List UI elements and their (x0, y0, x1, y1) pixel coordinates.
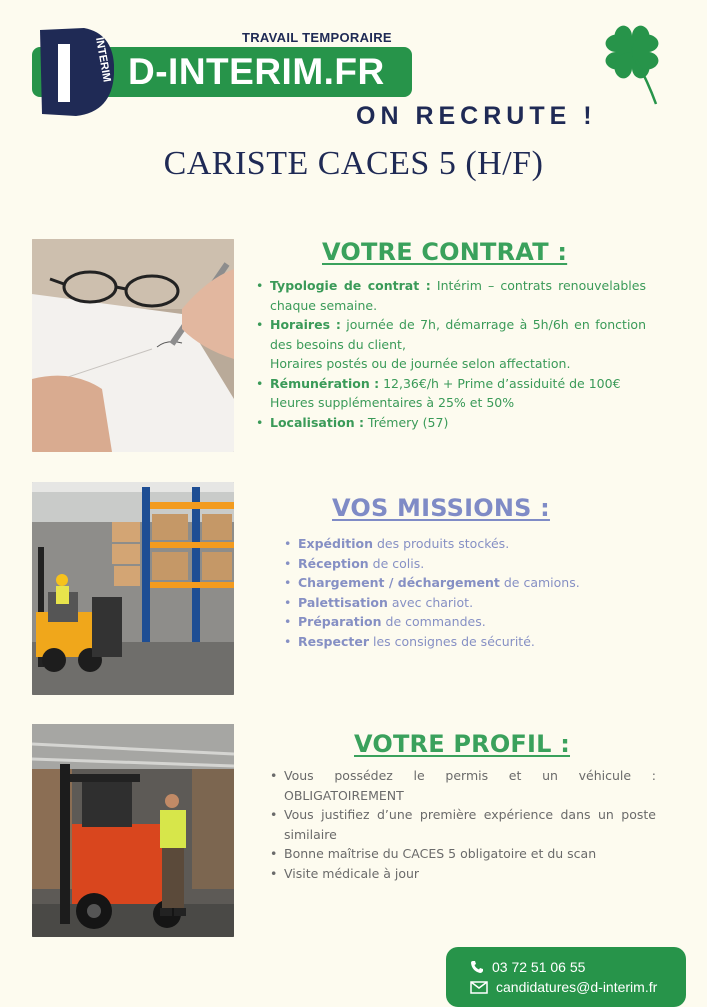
profile-list (270, 766, 656, 883)
job-title: CARISTE CACES 5 (H/F) (163, 145, 544, 182)
list-item: • Chargement / déchargement de camions. (284, 573, 614, 593)
mail-icon (470, 981, 488, 994)
email-line[interactable] (470, 979, 657, 995)
recruit-heading: ON RECRUTE ! (356, 102, 597, 130)
profile-title: VOTRE PROFIL : (354, 730, 570, 758)
photo-contract-signing (32, 239, 234, 452)
list-item: • Respecter les consignes de sécurité. (284, 632, 614, 652)
tagline: TRAVAIL TEMPORAIRE (242, 30, 392, 45)
email-address[interactable]: candidatures@d-interim.fr (496, 979, 658, 995)
interim-badge-logo (34, 24, 114, 119)
list-item: • Visite médicale à jour (270, 864, 656, 884)
phone-number[interactable]: 03 72 51 06 55 (492, 959, 586, 975)
phone-line[interactable] (470, 959, 585, 975)
list-item: • Réception de colis. (284, 554, 614, 574)
list-item: • Palettisation avec chariot. (284, 593, 614, 613)
brand-name: D-INTERIM.FR (128, 51, 385, 92)
contract-list (256, 276, 646, 432)
list-item: • Expédition des produits stockés. (284, 534, 614, 554)
list-item-continuation: Heures supplémentaires à 25% et 50% (270, 395, 515, 410)
missions-title: VOS MISSIONS : (332, 494, 550, 522)
photo-warehouse-forklift (32, 482, 234, 695)
list-item: • Rémunération : 12,36€/h + Prime d’assiduité de 100€ (256, 374, 646, 394)
phone-icon (470, 960, 484, 974)
list-item: • Vous possédez le permis et un véhicule : OBLIGATOIREMENT (270, 766, 656, 805)
contact-box (446, 947, 686, 1007)
list-item-continuation: Horaires postés ou de journée selon affectation. (270, 356, 571, 371)
list-item: • Vous justifiez d’une première expérience dans un poste similaire (270, 805, 656, 844)
missions-list (284, 534, 614, 651)
list-item: • Bonne maîtrise du CACES 5 obligatoire et du scan (270, 844, 656, 864)
contract-title: VOTRE CONTRAT : (322, 238, 568, 266)
photo-forklift-driver (32, 724, 234, 937)
badge-text: INTERIM (93, 36, 113, 84)
list-item: • Typologie de contrat : Intérim – contrats renouvelables chaque semaine. (256, 276, 646, 315)
list-item: • Horaires : journée de 7h, démarrage à 5h/6h en fonction des besoins du client, (256, 315, 646, 354)
list-item: • Préparation de commandes. (284, 612, 614, 632)
four-leaf-clover-icon (596, 16, 668, 108)
list-item: • Localisation : Trémery (57) (256, 413, 646, 433)
